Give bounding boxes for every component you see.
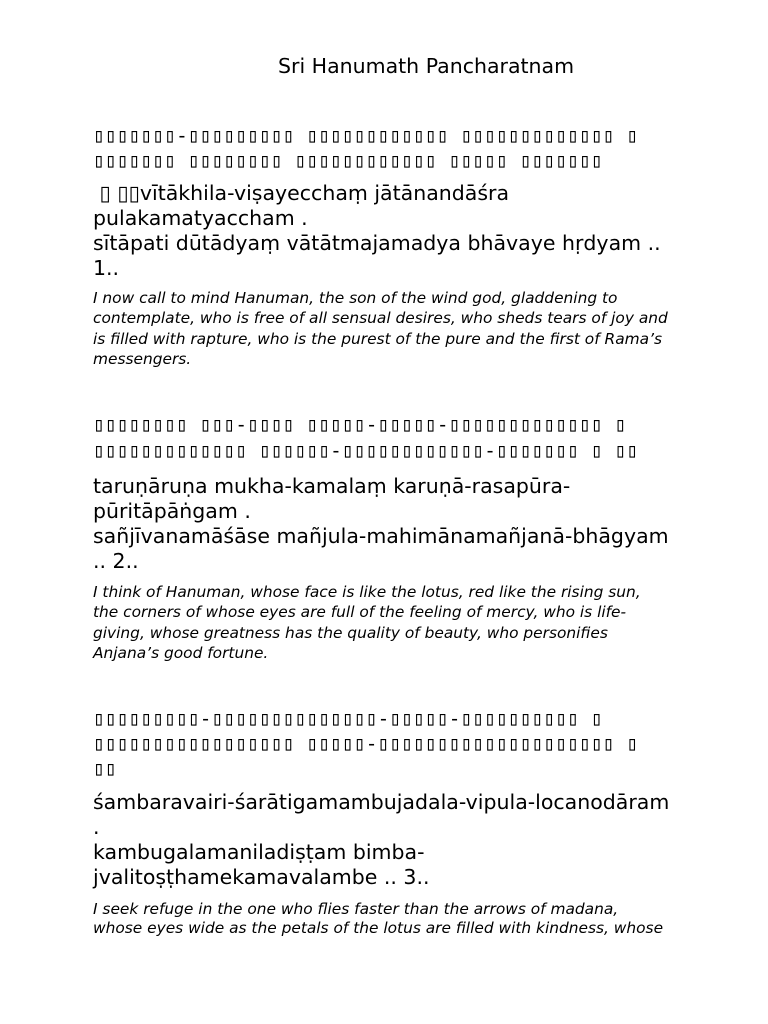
verse-2-translation (93, 582, 641, 663)
transliteration-line: pulakamatyaccham . (93, 205, 308, 230)
transliteration-line: kambugalamaniladiṣṭam bimba- (93, 839, 425, 864)
transliteration-line: sañjīvanamāśāse mañjula-mahimānamañjanā-bhāgyam (93, 523, 669, 548)
transliteration-line: sītāpati dūtādyaṃ vātātmajamadya bhāvaye hṛdyam .. (93, 230, 661, 255)
translation-line: Anjana’s good fortune. (93, 643, 269, 662)
translation-line: is filled with rapture, who is the purest of the pure and the first of Rama’s (93, 329, 662, 348)
verse-1-translation (93, 288, 668, 370)
transliteration-line: .. 2.. (93, 548, 139, 573)
verse-3-translation (93, 900, 663, 939)
verse-1-transliteration (93, 181, 661, 281)
sanskrit-line: ▯▯▯▯▯▯▯ ▯▯▯▯▯▯▯▯ ▯▯▯▯▯▯▯▯▯▯▯▯ ▯▯▯▯▯ ▯▯▯▯▯▯▯ (93, 148, 603, 172)
transliteration-line: taruṇāruṇa mukha-kamalaṃ karuṇā-rasapūra- (93, 473, 571, 498)
transliteration-line: ▯ ▯▯vītākhila-viṣayecchaṃ jātānandāśra (93, 180, 510, 205)
sanskrit-line: ▯▯▯▯▯▯▯▯▯-▯▯▯▯▯▯▯▯▯▯▯▯▯▯-▯▯▯▯▯-▯▯▯▯▯▯▯▯▯▯ ▯ (93, 706, 603, 730)
translation-line: I now call to mind Hanuman, the son of the wind god, gladdening to (93, 288, 618, 307)
verse-2-transliteration (93, 474, 669, 574)
transliteration-line: śambaravairi-śarātigamambujadala-vipula-locanodāram (93, 789, 670, 814)
sanskrit-line: ▯▯▯▯▯▯▯▯▯▯▯▯▯▯▯▯▯ ▯▯▯▯▯-▯▯▯▯▯▯▯▯▯▯▯▯▯▯▯▯▯▯▯▯ ▯ (93, 731, 639, 755)
translation-line: the corners of whose eyes are full of the feeling of mercy, who is life- (93, 603, 627, 622)
verse-1-sanskrit-text (93, 123, 638, 173)
translation-line: I think of Hanuman, whose face is like the lotus, red like the rising sun, (93, 583, 641, 601)
transliteration-line: jvalitoṣṭhamekamavalambe .. 3.. (93, 864, 430, 889)
sanskrit-line: ▯▯▯▯▯▯▯-▯▯▯▯▯▯▯▯▯ ▯▯▯▯▯▯▯▯▯▯▯▯ ▯▯▯▯▯▯▯▯▯▯▯▯▯ ▯ (93, 123, 639, 147)
verse-3-transliteration (93, 790, 669, 890)
translation-line: I seek refuge in the one who flies faster than the arrows of madana, (93, 899, 619, 918)
verse-3-sanskrit-text (93, 706, 638, 781)
sanskrit-line: ▯▯ (93, 756, 117, 780)
translation-line: contemplate, who is free of all sensual desires, who sheds tears of joy and (93, 309, 668, 328)
verse-2-sanskrit-text (93, 412, 638, 464)
sanskrit-line: ▯▯▯▯▯▯▯▯ ▯▯▯-▯▯▯▯ ▯▯▯▯▯-▯▯▯▯▯-▯▯▯▯▯▯▯▯▯▯▯▯▯ ▯ (93, 413, 627, 436)
transliteration-line: pūritāpāṅgam . (93, 498, 251, 523)
translation-line: giving, whose greatness has the quality of beauty, who personifies (93, 623, 608, 642)
sanskrit-line: ▯▯▯▯▯▯▯▯▯▯▯▯▯ ▯▯▯▯▯▯-▯▯▯▯▯▯▯▯▯▯▯▯-▯▯▯▯▯▯▯ ▯ ▯▯ (93, 439, 639, 462)
transliteration-line: 1.. (93, 255, 120, 280)
transliteration-line: . (93, 814, 100, 839)
document-title: Sri Hanumath Pancharatnam (278, 53, 575, 78)
translation-line: messengers. (93, 350, 192, 369)
translation-line: whose eyes wide as the petals of the lotus are filled with kindness, whose (93, 919, 664, 937)
